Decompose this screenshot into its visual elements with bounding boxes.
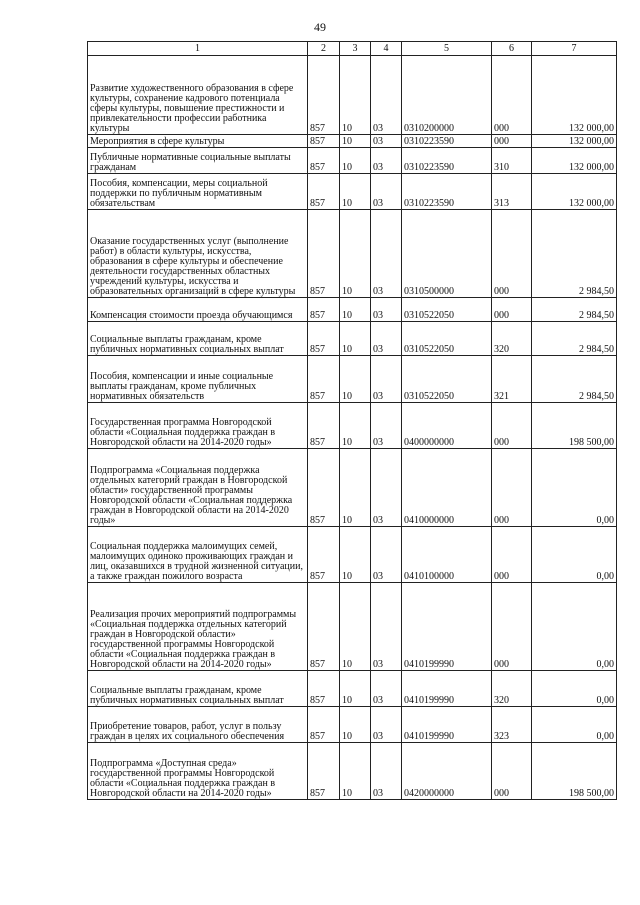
amount-cell: 2 984,50 xyxy=(532,298,617,322)
description-cell: Подпрограмма «Доступная среда» государственной программы Новгородской области «Социальная поддержка граждан в Новгородской области на 2014-2020 годы» xyxy=(88,743,308,800)
description-cell: Социальная поддержка малоимущих семей, малоимущих одиноко проживающих граждан и лиц, оказавшихся в трудной жизненной ситуации, а также граждан пожилого возраста xyxy=(88,527,308,583)
table-header-row xyxy=(88,42,617,56)
expense-type-cell: 320 xyxy=(492,322,532,356)
section-cell: 10 xyxy=(340,707,371,743)
expense-type-cell: 320 xyxy=(492,671,532,707)
section-cell: 10 xyxy=(340,356,371,403)
header-cell: 3 xyxy=(340,42,371,56)
amount-cell: 132 000,00 xyxy=(532,56,617,135)
description-cell: Социальные выплаты гражданам, кроме публичных нормативных социальных выплат xyxy=(88,671,308,707)
section-cell: 10 xyxy=(340,135,371,148)
amount-cell: 0,00 xyxy=(532,707,617,743)
admin-code-cell: 857 xyxy=(308,135,340,148)
target-item-cell: 0410199990 xyxy=(402,707,492,743)
subsection-cell: 03 xyxy=(371,174,402,210)
amount-cell: 132 000,00 xyxy=(532,148,617,174)
admin-code-cell: 857 xyxy=(308,449,340,527)
header-cell: 7 xyxy=(532,42,617,56)
section-cell: 10 xyxy=(340,671,371,707)
amount-cell: 0,00 xyxy=(532,583,617,671)
description-cell: Мероприятия в сфере культуры xyxy=(88,135,308,148)
subsection-cell: 03 xyxy=(371,356,402,403)
admin-code-cell: 857 xyxy=(308,174,340,210)
table-row xyxy=(88,56,617,135)
description-cell: Социальные выплаты гражданам, кроме публичных нормативных социальных выплат xyxy=(88,322,308,356)
amount-cell: 0,00 xyxy=(532,527,617,583)
header-cell: 2 xyxy=(308,42,340,56)
amount-cell: 0,00 xyxy=(532,671,617,707)
subsection-cell: 03 xyxy=(371,671,402,707)
description-cell: Публичные нормативные социальные выплаты гражданам xyxy=(88,148,308,174)
admin-code-cell: 857 xyxy=(308,148,340,174)
subsection-cell: 03 xyxy=(371,743,402,800)
target-item-cell: 0310500000 xyxy=(402,210,492,298)
section-cell: 10 xyxy=(340,403,371,449)
budget-table xyxy=(87,41,617,800)
amount-cell: 2 984,50 xyxy=(532,322,617,356)
expense-type-cell: 000 xyxy=(492,527,532,583)
admin-code-cell: 857 xyxy=(308,707,340,743)
header-cell: 1 xyxy=(88,42,308,56)
section-cell: 10 xyxy=(340,210,371,298)
subsection-cell: 03 xyxy=(371,298,402,322)
description-cell: Пособия, компенсации и иные социальные выплаты гражданам, кроме публичных нормативных обязательств xyxy=(88,356,308,403)
expense-type-cell: 323 xyxy=(492,707,532,743)
subsection-cell: 03 xyxy=(371,148,402,174)
subsection-cell: 03 xyxy=(371,135,402,148)
target-item-cell: 0410000000 xyxy=(402,449,492,527)
subsection-cell: 03 xyxy=(371,707,402,743)
target-item-cell: 0310223590 xyxy=(402,148,492,174)
amount-cell: 132 000,00 xyxy=(532,174,617,210)
expense-type-cell: 313 xyxy=(492,174,532,210)
description-cell: Приобретение товаров, работ, услуг в пользу граждан в целях их социального обеспечения xyxy=(88,707,308,743)
description-cell: Развитие художественного образования в сфере культуры, сохранение кадрового потенциала сферы культуры, повышение престижности и привлекательности профессии работника культуры xyxy=(88,56,308,135)
section-cell: 10 xyxy=(340,449,371,527)
table-row xyxy=(88,148,617,174)
admin-code-cell: 857 xyxy=(308,56,340,135)
target-item-cell: 0410100000 xyxy=(402,527,492,583)
amount-cell: 2 984,50 xyxy=(532,210,617,298)
table-row xyxy=(88,322,617,356)
table-row xyxy=(88,707,617,743)
table-row xyxy=(88,210,617,298)
page-number: 49 xyxy=(314,20,326,34)
section-cell: 10 xyxy=(340,56,371,135)
admin-code-cell: 857 xyxy=(308,298,340,322)
section-cell: 10 xyxy=(340,322,371,356)
subsection-cell: 03 xyxy=(371,56,402,135)
target-item-cell: 0310223590 xyxy=(402,135,492,148)
admin-code-cell: 857 xyxy=(308,356,340,403)
admin-code-cell: 857 xyxy=(308,210,340,298)
table-row xyxy=(88,743,617,800)
subsection-cell: 03 xyxy=(371,449,402,527)
expense-type-cell: 000 xyxy=(492,449,532,527)
admin-code-cell: 857 xyxy=(308,322,340,356)
section-cell: 10 xyxy=(340,583,371,671)
target-item-cell: 0310522050 xyxy=(402,356,492,403)
amount-cell: 0,00 xyxy=(532,449,617,527)
table-row xyxy=(88,135,617,148)
target-item-cell: 0310522050 xyxy=(402,298,492,322)
expense-type-cell: 000 xyxy=(492,743,532,800)
target-item-cell: 0310223590 xyxy=(402,174,492,210)
table-row xyxy=(88,174,617,210)
target-item-cell: 0410199990 xyxy=(402,671,492,707)
admin-code-cell: 857 xyxy=(308,743,340,800)
header-cell: 4 xyxy=(371,42,402,56)
expense-type-cell: 000 xyxy=(492,56,532,135)
expense-type-cell: 321 xyxy=(492,356,532,403)
amount-cell: 198 500,00 xyxy=(532,403,617,449)
table-row xyxy=(88,403,617,449)
expense-type-cell: 000 xyxy=(492,135,532,148)
description-cell: Государственная программа Новгородской области «Социальная поддержка граждан в Новгородской области на 2014-2020 годы» xyxy=(88,403,308,449)
amount-cell: 198 500,00 xyxy=(532,743,617,800)
expense-type-cell: 310 xyxy=(492,148,532,174)
description-cell: Пособия, компенсации, меры социальной поддержки по публичным нормативным обязательствам xyxy=(88,174,308,210)
table-row xyxy=(88,671,617,707)
table-row xyxy=(88,449,617,527)
section-cell: 10 xyxy=(340,174,371,210)
table-row xyxy=(88,298,617,322)
section-cell: 10 xyxy=(340,298,371,322)
subsection-cell: 03 xyxy=(371,322,402,356)
description-cell: Компенсация стоимости проезда обучающимся xyxy=(88,298,308,322)
subsection-cell: 03 xyxy=(371,583,402,671)
target-item-cell: 0310522050 xyxy=(402,322,492,356)
table-row xyxy=(88,527,617,583)
admin-code-cell: 857 xyxy=(308,403,340,449)
header-cell: 5 xyxy=(402,42,492,56)
subsection-cell: 03 xyxy=(371,210,402,298)
target-item-cell: 0420000000 xyxy=(402,743,492,800)
expense-type-cell: 000 xyxy=(492,298,532,322)
target-item-cell: 0400000000 xyxy=(402,403,492,449)
expense-type-cell: 000 xyxy=(492,403,532,449)
section-cell: 10 xyxy=(340,527,371,583)
table-row xyxy=(88,583,617,671)
expense-type-cell: 000 xyxy=(492,210,532,298)
subsection-cell: 03 xyxy=(371,403,402,449)
admin-code-cell: 857 xyxy=(308,583,340,671)
admin-code-cell: 857 xyxy=(308,527,340,583)
header-cell: 6 xyxy=(492,42,532,56)
expense-type-cell: 000 xyxy=(492,583,532,671)
admin-code-cell: 857 xyxy=(308,671,340,707)
amount-cell: 132 000,00 xyxy=(532,135,617,148)
description-cell: Оказание государственных услуг (выполнение работ) в области культуры, искусства, образования в сфере культуры и обеспечение деятельности государственных областных учреждений культуры, искусства и образовательных организаций в сфере культуры xyxy=(88,210,308,298)
amount-cell: 2 984,50 xyxy=(532,356,617,403)
target-item-cell: 0310200000 xyxy=(402,56,492,135)
section-cell: 10 xyxy=(340,148,371,174)
table-row xyxy=(88,356,617,403)
subsection-cell: 03 xyxy=(371,527,402,583)
description-cell: Подпрограмма «Социальная поддержка отдельных категорий граждан в Новгородской области» государственной программы Новгородской области «Социальная поддержка граждан в Новгородской области на 2014-2020 годы» xyxy=(88,449,308,527)
description-cell: Реализация прочих мероприятий подпрограммы «Социальная поддержка отдельных категорий граждан в Новгородской области» государственной программы Новгородской области «Социальная поддержка граждан в Новгородской области на 2014-2020 годы» xyxy=(88,583,308,671)
section-cell: 10 xyxy=(340,743,371,800)
target-item-cell: 0410199990 xyxy=(402,583,492,671)
